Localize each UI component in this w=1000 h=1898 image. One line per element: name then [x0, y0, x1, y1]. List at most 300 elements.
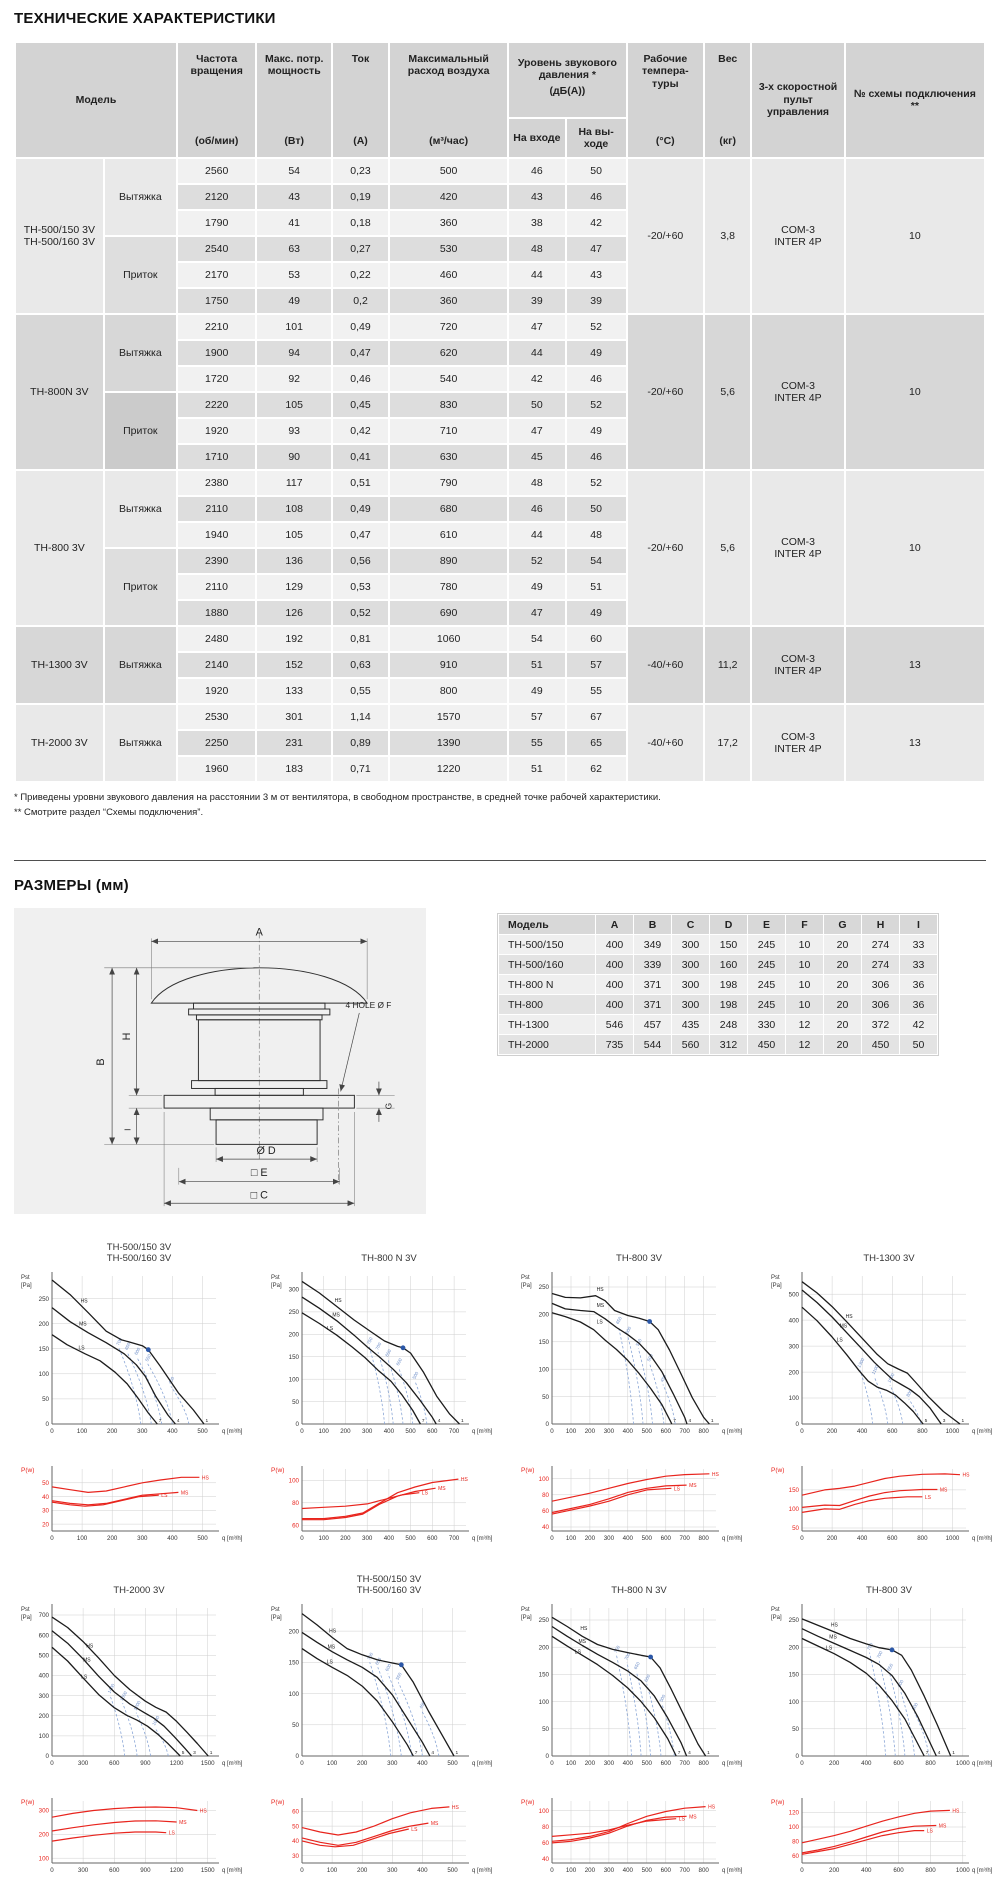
svg-text:q [m³/h]: q [m³/h]	[722, 1536, 743, 1543]
svg-text:1200: 1200	[132, 1700, 142, 1712]
svg-text:600: 600	[624, 1326, 633, 1336]
value-cell: 690	[390, 601, 507, 625]
svg-text:400: 400	[622, 1428, 633, 1436]
value-cell: 52	[509, 549, 564, 573]
svg-text:600: 600	[427, 1535, 438, 1543]
dim-value-cell: 372	[862, 1015, 899, 1034]
svg-text:300: 300	[603, 1428, 615, 1436]
power-curve-HS	[552, 1807, 706, 1842]
svg-text:200: 200	[584, 1535, 596, 1543]
value-cell: 126	[257, 601, 331, 625]
work-point-marker	[146, 1348, 151, 1353]
svg-text:1200: 1200	[169, 1867, 184, 1875]
dim-column-header: D	[710, 915, 747, 934]
value-cell: 360	[390, 211, 507, 235]
mode-cell: Вытяжка	[105, 159, 176, 235]
holes-leader-line	[341, 1013, 360, 1091]
svg-text:300: 300	[77, 1867, 89, 1875]
svg-text:1: 1	[707, 1751, 710, 1757]
svg-text:0: 0	[800, 1428, 804, 1436]
dim-label-C: □ C	[250, 1189, 268, 1202]
svg-text:100: 100	[326, 1760, 338, 1768]
dim-value-cell: 50	[900, 1035, 937, 1054]
dim-column-header: E	[748, 915, 785, 934]
dim-value-cell: 400	[596, 955, 633, 974]
svg-text:HS: HS	[952, 1808, 960, 1815]
svg-text:450: 450	[167, 1376, 176, 1386]
svg-text:200: 200	[826, 1428, 838, 1436]
svg-text:600: 600	[395, 1357, 404, 1367]
svg-text:40: 40	[42, 1494, 49, 1502]
svg-text:100: 100	[318, 1535, 329, 1543]
dim-model-cell: TH-800	[499, 995, 595, 1014]
footnotes	[14, 791, 986, 820]
dim-value-cell: 20	[824, 935, 861, 954]
svg-text:100: 100	[788, 1824, 799, 1832]
control-cell: COM-3 INTER 4P	[752, 627, 843, 703]
svg-text:600: 600	[893, 1760, 904, 1768]
value-cell: 39	[567, 289, 626, 313]
spec-row	[16, 315, 984, 339]
footnote: * Приведены уровни звукового давления на расстоянии 3 м от вентилятора, в свободном пространстве, в средней точке рабочей характеристики.	[14, 792, 661, 803]
svg-text:500: 500	[641, 1428, 652, 1436]
chart-group	[514, 1572, 764, 1890]
fan-curve-LS	[802, 1308, 923, 1425]
power-curve-HS	[552, 1474, 709, 1501]
svg-text:100: 100	[538, 1366, 549, 1374]
value-cell: 105	[257, 393, 331, 417]
svg-text:400: 400	[857, 1428, 868, 1436]
svg-text:0: 0	[50, 1535, 54, 1543]
power-chart	[14, 1459, 258, 1553]
dim-column-header: B	[634, 915, 671, 934]
svg-text:q [m³/h]: q [m³/h]	[972, 1761, 993, 1768]
svg-text:200: 200	[340, 1428, 351, 1436]
value-cell: 45	[509, 445, 564, 469]
svg-text:100: 100	[538, 1808, 549, 1816]
value-cell: 1790	[178, 211, 255, 235]
svg-text:q [m³/h]: q [m³/h]	[472, 1429, 493, 1436]
svg-text:HS: HS	[596, 1287, 604, 1294]
svg-text:0: 0	[550, 1535, 554, 1543]
svg-text:600: 600	[427, 1428, 438, 1436]
svg-text:50: 50	[292, 1722, 299, 1730]
value-cell: 0,42	[333, 419, 388, 443]
svg-text:500: 500	[405, 1428, 416, 1436]
svg-text:200: 200	[288, 1628, 299, 1636]
value-cell: 2110	[178, 497, 255, 521]
chart-group	[14, 1240, 264, 1558]
svg-text:600: 600	[896, 1679, 905, 1689]
value-cell: 192	[257, 627, 331, 651]
svg-text:500: 500	[641, 1867, 652, 1875]
svg-text:200: 200	[38, 1713, 49, 1721]
value-cell: 47	[509, 601, 564, 625]
dim-value-cell: 42	[900, 1015, 937, 1034]
svg-text:800: 800	[917, 1428, 928, 1436]
dim-value-cell: 450	[748, 1035, 785, 1054]
svg-text:40: 40	[542, 1524, 549, 1532]
svg-text:120: 120	[788, 1810, 799, 1818]
svg-text:1000: 1000	[955, 1867, 970, 1875]
svg-text:150: 150	[38, 1346, 49, 1354]
svg-text:q [m³/h]: q [m³/h]	[972, 1868, 993, 1875]
svg-text:1000: 1000	[955, 1760, 970, 1768]
spec-row	[16, 471, 984, 495]
svg-text:200: 200	[826, 1535, 838, 1543]
svg-text:[Pa]: [Pa]	[271, 1615, 282, 1622]
svg-text:60: 60	[542, 1508, 549, 1516]
svg-text:3: 3	[193, 1751, 196, 1757]
weight-unit: (кг)	[719, 134, 736, 147]
svg-text:750: 750	[612, 1645, 621, 1655]
fan-curve-HS	[52, 1280, 204, 1424]
svg-text:MS: MS	[689, 1483, 697, 1490]
value-cell: 43	[567, 263, 626, 287]
svg-text:300: 300	[137, 1535, 148, 1543]
svg-text:4: 4	[431, 1751, 435, 1757]
svg-text:P(w): P(w)	[521, 1799, 535, 1807]
svg-text:1200: 1200	[169, 1760, 184, 1768]
svg-text:500: 500	[641, 1535, 652, 1543]
svg-text:500: 500	[788, 1291, 799, 1299]
dim-value-cell: 20	[824, 995, 861, 1014]
svg-text:100: 100	[565, 1867, 577, 1875]
svg-text:300: 300	[38, 1693, 49, 1701]
svg-text:100: 100	[565, 1535, 577, 1543]
svg-text:30: 30	[42, 1507, 49, 1515]
svg-text:100: 100	[288, 1691, 299, 1699]
model-cell: TH-800 3V	[16, 471, 103, 625]
svg-text:700: 700	[679, 1535, 690, 1543]
chart-title: TH-1300 3V	[863, 1253, 915, 1265]
svg-text:0: 0	[550, 1760, 554, 1768]
value-cell: 50	[567, 159, 626, 183]
svg-text:80: 80	[542, 1824, 549, 1832]
dim-value-cell: 36	[900, 975, 937, 994]
svg-text:200: 200	[788, 1644, 799, 1652]
svg-text:Pst: Pst	[771, 1275, 780, 1282]
svg-text:HS: HS	[201, 1475, 209, 1482]
work-point-marker	[401, 1346, 406, 1351]
svg-text:LS: LS	[78, 1346, 85, 1353]
svg-text:P(w): P(w)	[771, 1799, 785, 1807]
svg-text:q [m³/h]: q [m³/h]	[222, 1429, 243, 1436]
svg-text:MS: MS	[938, 1823, 947, 1830]
value-cell: 1920	[178, 419, 255, 443]
value-cell: 1880	[178, 601, 255, 625]
svg-text:500: 500	[910, 1702, 919, 1712]
col-header-scheme	[846, 43, 984, 157]
value-cell: 1570	[390, 705, 507, 729]
dim-value-cell: 330	[748, 1015, 785, 1034]
value-cell: 500	[390, 159, 507, 183]
svg-text:1000: 1000	[886, 1372, 896, 1385]
svg-text:q [m³/h]: q [m³/h]	[472, 1536, 493, 1543]
svg-text:0: 0	[300, 1760, 304, 1768]
value-cell: 2390	[178, 549, 255, 573]
value-cell: 720	[390, 315, 507, 339]
value-cell: 183	[257, 757, 331, 781]
dim-value-cell: 306	[862, 995, 899, 1014]
duct-collar	[210, 1109, 323, 1121]
svg-text:LS: LS	[574, 1650, 581, 1657]
svg-text:1300: 1300	[856, 1357, 866, 1369]
chart-group	[764, 1572, 1000, 1890]
svg-text:400: 400	[383, 1535, 395, 1543]
svg-text:4: 4	[688, 1751, 691, 1757]
dim-value-cell: 10	[786, 955, 823, 974]
svg-text:150: 150	[538, 1672, 549, 1680]
value-cell: 2530	[178, 705, 255, 729]
value-cell: 52	[567, 315, 626, 339]
value-cell: 2480	[178, 627, 255, 651]
svg-text:1000: 1000	[945, 1428, 960, 1436]
chart-group	[764, 1240, 1000, 1558]
power-curve-MS	[52, 1493, 178, 1505]
svg-text:200: 200	[38, 1321, 49, 1329]
col-header-weight	[705, 43, 750, 157]
value-cell: 46	[567, 445, 626, 469]
duct-spigot	[216, 1120, 317, 1145]
mode-cell: Вытяжка	[105, 315, 176, 391]
scheme-cell: 10	[846, 471, 984, 625]
svg-text:0: 0	[50, 1867, 54, 1875]
control-cell: COM-3 INTER 4P	[752, 159, 843, 313]
fan-curve-HS	[52, 1618, 208, 1757]
power-curve-LS	[52, 1832, 166, 1841]
dim-column-header: F	[786, 915, 823, 934]
section-divider	[14, 860, 986, 861]
dim-value-cell: 274	[862, 935, 899, 954]
svg-text:HS: HS	[451, 1805, 459, 1812]
svg-text:300: 300	[137, 1428, 148, 1436]
svg-text:100: 100	[38, 1855, 49, 1863]
spec-row	[16, 627, 984, 651]
pressure-chart	[264, 1266, 508, 1454]
footnote: ** Смотрите раздел “Схемы подключения”.	[14, 806, 204, 818]
value-cell: 42	[509, 367, 564, 391]
dim-model-cell: TH-2000	[499, 1035, 595, 1054]
value-cell: 231	[257, 731, 331, 755]
dim-value-cell: 33	[900, 935, 937, 954]
svg-text:0: 0	[300, 1535, 304, 1543]
value-cell: 57	[567, 653, 626, 677]
control-cell: COM-3 INTER 4P	[752, 471, 843, 625]
value-cell: 55	[567, 679, 626, 703]
svg-text:7: 7	[673, 1419, 676, 1425]
svg-text:Pst: Pst	[271, 1275, 280, 1282]
svg-text:200: 200	[357, 1867, 368, 1875]
svg-text:600: 600	[660, 1428, 671, 1436]
mode-cell: Вытяжка	[105, 471, 176, 547]
value-cell: 1750	[178, 289, 255, 313]
frequency-unit: (об/мин)	[195, 134, 239, 147]
value-cell: 301	[257, 705, 331, 729]
svg-text:100: 100	[38, 1733, 49, 1741]
flow-unit: (м³/час)	[429, 134, 469, 147]
value-cell: 92	[257, 367, 331, 391]
svg-text:P(w): P(w)	[271, 1799, 285, 1807]
svg-text:7: 7	[158, 1419, 162, 1425]
chart-group	[14, 1572, 264, 1890]
svg-text:HS: HS	[199, 1808, 207, 1815]
power-chart	[764, 1459, 1000, 1553]
svg-text:LS: LS	[326, 1660, 333, 1667]
value-cell: 51	[509, 653, 564, 677]
value-cell: 0,19	[333, 185, 388, 209]
svg-text:[Pa]: [Pa]	[771, 1283, 782, 1290]
value-cell: 152	[257, 653, 331, 677]
svg-text:400: 400	[167, 1535, 178, 1543]
dim-value-cell: 300	[672, 935, 709, 954]
svg-text:Pst: Pst	[271, 1607, 280, 1614]
svg-text:600: 600	[109, 1760, 120, 1768]
svg-text:LS: LS	[411, 1827, 418, 1834]
svg-text:0: 0	[45, 1421, 49, 1429]
fan-curve-LS	[552, 1313, 672, 1424]
chart-group	[264, 1572, 514, 1890]
value-cell: 780	[390, 575, 507, 599]
fan-curve-MS	[302, 1633, 430, 1757]
svg-text:80: 80	[292, 1500, 299, 1508]
value-cell: 1060	[390, 627, 507, 651]
value-cell: 48	[509, 471, 564, 495]
power-chart	[264, 1791, 508, 1885]
value-cell: 800	[390, 679, 507, 703]
svg-text:700: 700	[679, 1760, 690, 1768]
value-cell: 60	[567, 627, 626, 651]
svg-text:250: 250	[288, 1309, 299, 1317]
temperature-cell: -20/+60	[628, 315, 703, 469]
svg-text:250: 250	[38, 1296, 49, 1304]
svg-text:200: 200	[340, 1535, 351, 1543]
col-header-model	[16, 43, 176, 157]
dim-label-D: Ø D	[256, 1145, 276, 1158]
svg-text:300: 300	[38, 1808, 49, 1816]
svg-text:1500: 1500	[200, 1867, 215, 1875]
value-cell: 55	[509, 731, 564, 755]
svg-text:800: 800	[925, 1760, 936, 1768]
dim-value-cell: 560	[672, 1035, 709, 1054]
value-cell: 43	[509, 185, 564, 209]
svg-text:0: 0	[545, 1753, 549, 1761]
chart-title: TH-800 N 3V	[361, 1253, 417, 1265]
value-cell: 1,14	[333, 705, 388, 729]
dim-value-cell: 312	[710, 1035, 747, 1054]
value-cell: 101	[257, 315, 331, 339]
svg-text:300: 300	[362, 1535, 373, 1543]
svg-text:800: 800	[698, 1428, 709, 1436]
value-cell: 0,49	[333, 315, 388, 339]
value-cell: 0,56	[333, 549, 388, 573]
svg-text:150: 150	[288, 1354, 299, 1362]
chart-title: TH-800 N 3V	[611, 1585, 667, 1597]
svg-text:50: 50	[542, 1394, 549, 1402]
svg-text:HS: HS	[845, 1314, 853, 1321]
control-cell: COM-3 INTER 4P	[752, 315, 843, 469]
dim-value-cell: 10	[786, 935, 823, 954]
svg-text:700: 700	[448, 1428, 460, 1436]
svg-text:q [m³/h]: q [m³/h]	[972, 1429, 993, 1436]
svg-text:800: 800	[698, 1760, 709, 1768]
dim-value-cell: 12	[786, 1035, 823, 1054]
value-cell: 108	[257, 497, 331, 521]
svg-text:[Pa]: [Pa]	[521, 1615, 532, 1622]
chart-group	[264, 1240, 514, 1558]
svg-text:250: 250	[538, 1284, 549, 1292]
work-point-marker	[648, 1655, 653, 1660]
svg-text:40: 40	[542, 1856, 549, 1864]
svg-text:7: 7	[414, 1751, 418, 1757]
svg-text:550: 550	[634, 1338, 643, 1348]
svg-text:800: 800	[925, 1867, 936, 1875]
value-cell: 2560	[178, 159, 255, 183]
value-cell: 2250	[178, 731, 255, 755]
temperature-cell: -20/+60	[628, 159, 703, 313]
value-cell: 1920	[178, 679, 255, 703]
svg-text:MS: MS	[829, 1634, 837, 1641]
dim-row	[499, 995, 937, 1014]
page-title: ТЕХНИЧЕСКИЕ ХАРАКТЕРИСТИКИ	[14, 10, 276, 27]
power-chart	[514, 1459, 758, 1553]
svg-text:1: 1	[455, 1751, 459, 1757]
svg-text:400: 400	[167, 1428, 178, 1436]
value-cell: 0,89	[333, 731, 388, 755]
svg-text:200: 200	[788, 1369, 799, 1377]
dim-model-cell: TH-500/150	[499, 935, 595, 954]
svg-text:q [m³/h]: q [m³/h]	[222, 1761, 243, 1768]
value-cell: 0,47	[333, 341, 388, 365]
noise-title: Уровень звукового давления *	[517, 57, 617, 82]
power-curve-HS	[802, 1474, 960, 1495]
dim-column-header: G	[824, 915, 861, 934]
svg-text:650: 650	[886, 1663, 895, 1673]
fan-curve-LS	[302, 1313, 420, 1424]
svg-text:600: 600	[133, 1347, 142, 1357]
svg-text:600: 600	[887, 1428, 898, 1436]
chart-title: TH-2000 3V	[113, 1585, 165, 1597]
dim-column-header: Модель	[499, 915, 595, 934]
value-cell: 680	[390, 497, 507, 521]
weight-cell: 5,6	[705, 471, 750, 625]
value-cell: 0,18	[333, 211, 388, 235]
value-cell: 136	[257, 549, 331, 573]
value-cell: 67	[567, 705, 626, 729]
power-curve-LS	[552, 1489, 671, 1515]
svg-text:5: 5	[924, 1419, 928, 1425]
control-cell: COM-3 INTER 4P	[752, 705, 843, 781]
value-cell: 910	[390, 653, 507, 677]
svg-text:50: 50	[792, 1726, 799, 1734]
power-curve-HS	[302, 1480, 458, 1520]
value-cell: 0,27	[333, 237, 388, 261]
svg-text:750: 750	[865, 1642, 874, 1652]
dim-value-cell: 36	[900, 995, 937, 1014]
col-header-frequency	[178, 43, 255, 157]
svg-text:400: 400	[861, 1867, 872, 1875]
value-cell: 46	[509, 159, 564, 183]
svg-text:100: 100	[288, 1376, 299, 1384]
svg-text:900: 900	[140, 1760, 151, 1768]
dim-value-cell: 735	[596, 1035, 633, 1054]
svg-text:500: 500	[447, 1867, 458, 1875]
svg-text:550: 550	[144, 1353, 153, 1363]
svg-text:MS: MS	[83, 1657, 91, 1664]
value-cell: 63	[257, 237, 331, 261]
svg-text:MS: MS	[578, 1639, 586, 1646]
fan-drawing	[14, 908, 426, 1214]
